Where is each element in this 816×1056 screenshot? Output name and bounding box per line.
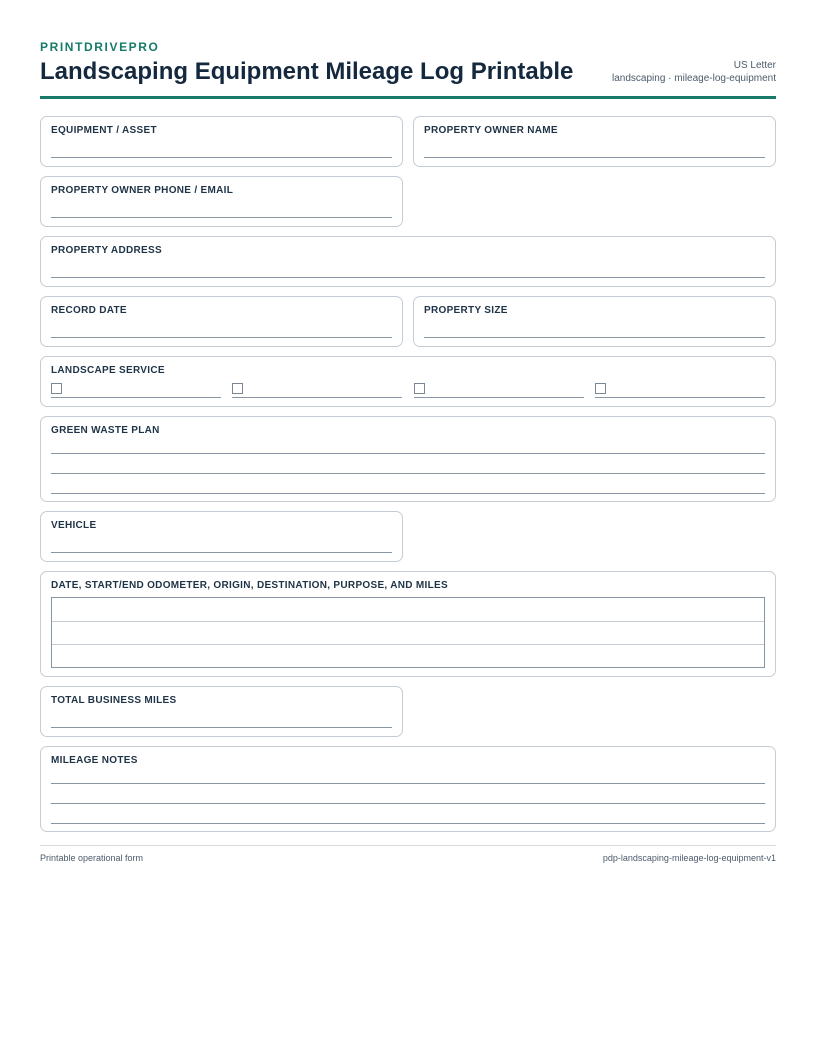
paper-size: US Letter <box>733 60 776 71</box>
footer-form-id: pdp-landscaping-mileage-log-equipment-v1 <box>602 853 776 863</box>
property-owner-name-input-line[interactable] <box>424 157 765 158</box>
green-waste-plan-label: GREEN WASTE PLAN <box>51 425 160 436</box>
mileage-notes-line-2[interactable] <box>51 803 765 804</box>
vehicle-field <box>40 511 403 562</box>
brand-logo-text: PRINTDRIVEPRO <box>40 40 160 54</box>
property-size-label: PROPERTY SIZE <box>424 305 508 316</box>
property-size-input-line[interactable] <box>424 337 765 338</box>
property-owner-name-field <box>413 116 776 167</box>
mileage-notes-line-3[interactable] <box>51 823 765 824</box>
equipment-asset-field <box>40 116 403 167</box>
green-waste-plan-line-3[interactable] <box>51 493 765 494</box>
checkbox-icon[interactable] <box>414 383 425 394</box>
trip-log-label: DATE, START/END ODOMETER, ORIGIN, DESTINATION, PURPOSE, AND MILES <box>51 580 448 591</box>
mileage-notes-line-1[interactable] <box>51 783 765 784</box>
landscape-service-field <box>40 356 776 407</box>
record-date-field <box>40 296 403 347</box>
footer-left-text: Printable operational form <box>40 853 144 863</box>
property-address-label: PROPERTY ADDRESS <box>51 245 162 256</box>
property-owner-contact-label: PROPERTY OWNER PHONE / EMAIL <box>51 185 234 196</box>
total-business-miles-label: TOTAL BUSINESS MILES <box>51 695 177 706</box>
vehicle-input-line[interactable] <box>51 552 392 553</box>
mileage-notes-field <box>40 746 776 832</box>
record-date-input-line[interactable] <box>51 337 392 338</box>
landscape-service-option-4 <box>595 383 765 399</box>
green-waste-plan-line-1[interactable] <box>51 453 765 454</box>
checkbox-icon[interactable] <box>51 383 62 394</box>
property-size-field <box>413 296 776 347</box>
vehicle-label: VEHICLE <box>51 520 97 531</box>
total-business-miles-field <box>40 686 403 737</box>
option-write-in-line[interactable] <box>414 397 584 398</box>
table-row-divider <box>52 621 764 622</box>
property-address-input-line[interactable] <box>51 277 765 278</box>
green-waste-plan-line-2[interactable] <box>51 473 765 474</box>
equipment-asset-label: EQUIPMENT / ASSET <box>51 125 157 136</box>
table-row-divider <box>52 644 764 645</box>
landscape-service-label: LANDSCAPE SERVICE <box>51 365 165 376</box>
mileage-notes-label: MILEAGE NOTES <box>51 755 138 766</box>
checkbox-icon[interactable] <box>232 383 243 394</box>
option-write-in-line[interactable] <box>232 397 402 398</box>
property-owner-name-label: PROPERTY OWNER NAME <box>424 125 558 136</box>
landscape-service-option-1 <box>51 383 221 399</box>
trip-log-section <box>40 571 776 677</box>
option-write-in-line[interactable] <box>595 397 765 398</box>
trip-log-table <box>51 597 765 668</box>
record-date-label: RECORD DATE <box>51 305 127 316</box>
page-meta <box>612 59 776 85</box>
checkbox-icon[interactable] <box>595 383 606 394</box>
page-title: Landscaping Equipment Mileage Log Printable <box>40 58 574 85</box>
option-write-in-line[interactable] <box>51 397 221 398</box>
header-divider <box>40 96 776 99</box>
form-tags: landscaping · mileage-log-equipment <box>612 73 776 84</box>
property-owner-contact-input-line[interactable] <box>51 217 392 218</box>
equipment-asset-input-line[interactable] <box>51 157 392 158</box>
property-owner-contact-field <box>40 176 403 227</box>
total-business-miles-input-line[interactable] <box>51 727 392 728</box>
green-waste-plan-field <box>40 416 776 502</box>
property-address-field <box>40 236 776 287</box>
landscape-service-option-3 <box>414 383 584 399</box>
landscape-service-option-2 <box>232 383 402 399</box>
page-header <box>40 0 776 100</box>
footer-divider <box>40 845 776 846</box>
